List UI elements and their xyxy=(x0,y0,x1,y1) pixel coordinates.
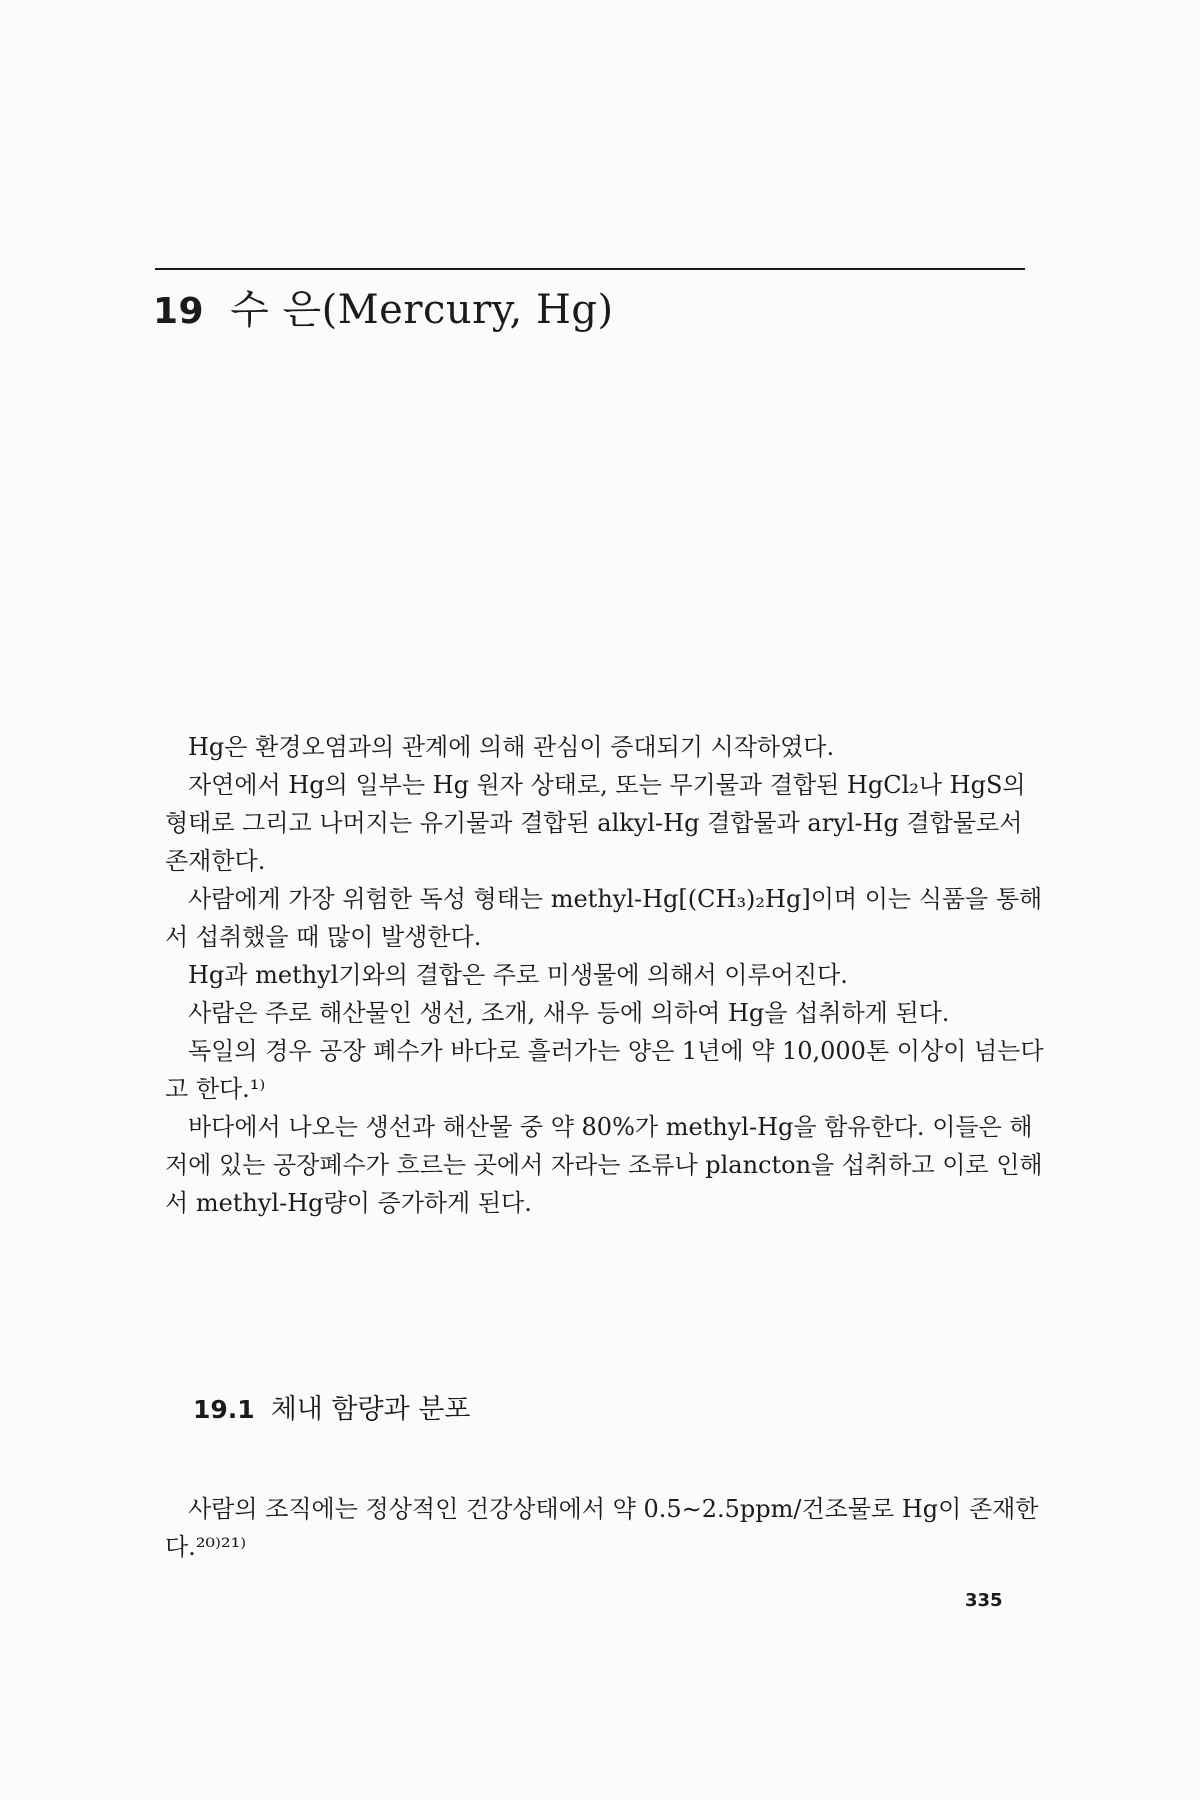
page-number: 335 xyxy=(965,1590,1003,1611)
chapter-rule xyxy=(155,268,1025,270)
paragraph: 독일의 경우 공장 폐수가 바다로 흘러가는 양은 1년에 약 10,000톤 이상이 넘는다고 한다.¹⁾ xyxy=(165,1037,1044,1103)
chapter-title xyxy=(153,282,614,340)
section-heading xyxy=(193,1390,470,1430)
section-title: 체내 함량과 분포 xyxy=(270,1394,471,1425)
paragraph: 사람에게 가장 위험한 독성 형태는 methyl-Hg[(CH₃)₂Hg]이며 이는 식품을 통해서 섭취했을 때 많이 발생한다. xyxy=(165,885,1043,951)
section-body xyxy=(165,1490,1045,1566)
paragraph: 사람은 주로 해산물인 생선, 조개, 새우 등에 의하여 Hg을 섭취하게 된다. xyxy=(188,999,950,1027)
paragraph: 바다에서 나오는 생선과 해산물 중 약 80%가 methyl-Hg을 함유한다. 이들은 해저에 있는 공장폐수가 흐르는 곳에서 자라는 조류나 plancton을 섭취하고 이로 인해서 methyl-Hg량이 증가하게 된다. xyxy=(165,1113,1043,1217)
chapter-title-text: 수 은(Mercury, Hg) xyxy=(230,287,614,333)
paragraph: Hg은 환경오염과의 관계에 의해 관심이 증대되기 시작하였다. xyxy=(188,733,835,761)
paragraph: Hg과 methyl기와의 결합은 주로 미생물에 의해서 이루어진다. xyxy=(188,961,848,989)
section-number: 19.1 xyxy=(193,1395,255,1424)
paragraph: 사람의 조직에는 정상적인 건강상태에서 약 0.5∼2.5ppm/건조물로 Hg이 존재한다.²⁰⁾²¹⁾ xyxy=(165,1495,1039,1561)
chapter-body xyxy=(165,728,1045,1222)
chapter-number: 19 xyxy=(153,291,205,332)
paragraph: 자연에서 Hg의 일부는 Hg 원자 상태로, 또는 무기물과 결합된 HgCl₂나 HgS의 형태로 그리고 나머지는 유기물과 결합된 alkyl-Hg 결합물과 aryl-Hg 결합물로서 존재한다. xyxy=(165,771,1026,875)
